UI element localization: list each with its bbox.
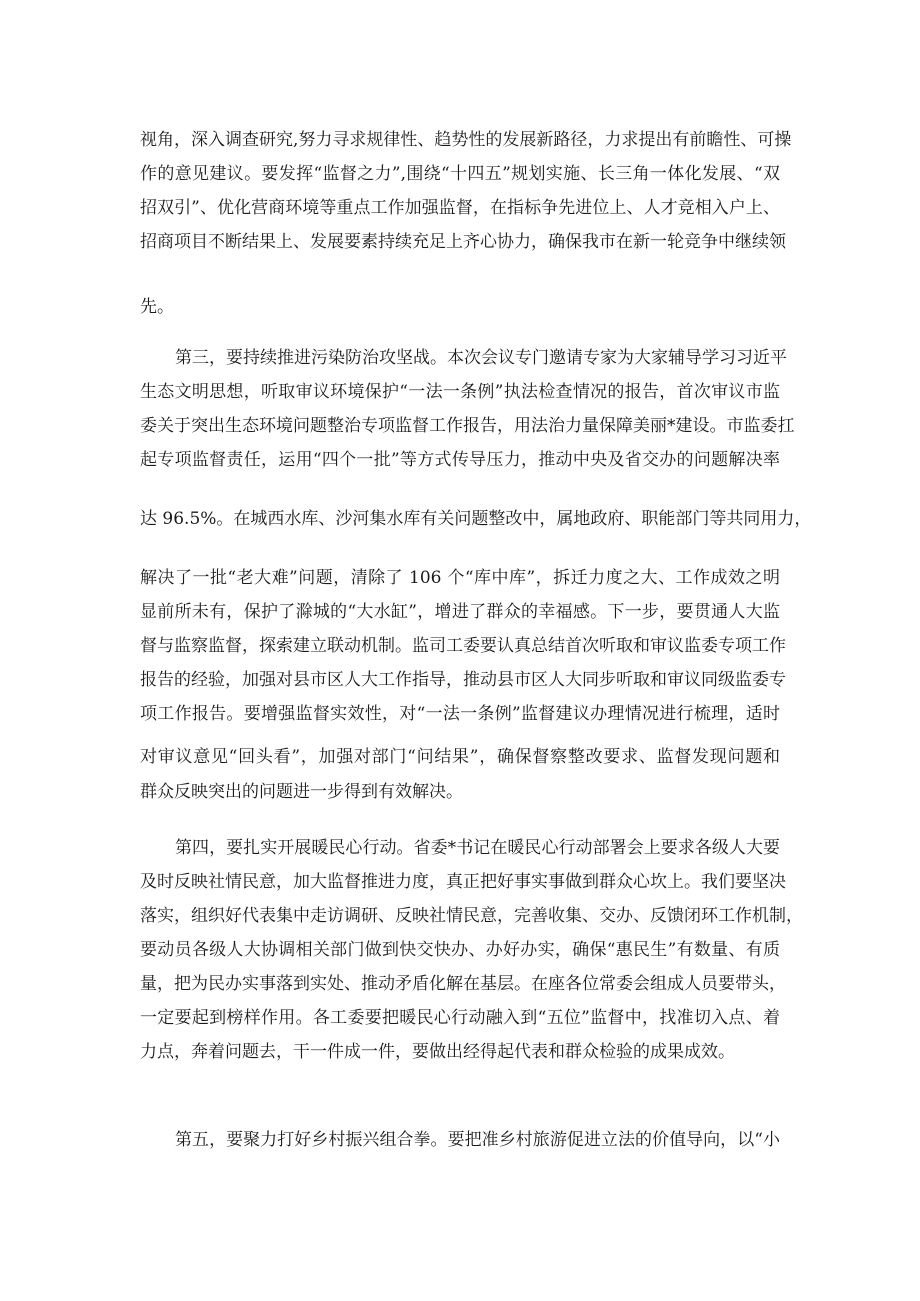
text-line: 先。 bbox=[140, 297, 174, 317]
text-line: 对审议意见“回头看”，加强对部门“问结果”，确保督察整改要求、监督发现问题和 bbox=[140, 747, 780, 767]
text-line: 视角，深入调查研究,努力寻求规律性、趋势性的发展新路径，力求提出有前瞻性、可操 bbox=[140, 130, 792, 150]
text-line: 生态文明思想，听取审议环境保护“一法一条例”执法检查情况的报告，首次审议市监 bbox=[140, 382, 780, 402]
text-line: 落实，组织好代表集中走访调研、反映社情民意，完善收集、交办、反馈闭环工作机制， bbox=[140, 906, 803, 926]
text-line: 报告的经验，加强对县市区人大工作指导，推动县市区人大同步听取和审议同级监委专 bbox=[140, 670, 786, 690]
text-line: 力点，奔着问题去，干一件成一件，要做出经得起代表和群众检验的成果成效。 bbox=[140, 1042, 735, 1062]
text-line: 及时反映社情民意，加大监督推进力度，真正把好事实事做到群众心坎上。我们要坚决 bbox=[140, 872, 786, 892]
text-line: 量，把为民办实事落到实处、推动矛盾化解在基层。在座各位常委会组成人员要带头， bbox=[140, 974, 786, 994]
text-line: 达 96.5%。在城西水库、沙河集水库有关问题整改中，属地政府、职能部门等共同用力， bbox=[140, 509, 812, 529]
text-line: 项工作报告。要增强监督实效性，对“一法一条例”监督建议办理情况进行梳理，适时 bbox=[140, 704, 780, 724]
text-line: 解决了一批“老大难”问题，清除了 106 个“库中库”，拆迁力度之大、工作成效之明 bbox=[140, 568, 780, 588]
text-line: 招双引”、优化营商环境等重点工作加强监督，在指标争先进位上、人才竞相入户上、 bbox=[140, 198, 780, 218]
text-line: 一定要起到榜样作用。各工委要把暖民心行动融入到“五位”监督中，找准切入点、着 bbox=[140, 1008, 780, 1028]
text-line: 群众反映突出的问题进一步得到有效解决。 bbox=[140, 782, 463, 802]
text-line: 招商项目不断结果上、发展要素持续充足上齐心协力，确保我市在新一轮竞争中继续领 bbox=[140, 232, 786, 252]
text-line: 起专项监督责任，运用“四个一批”等方式传导压力，推动中央及省交办的问题解决率 bbox=[140, 450, 780, 470]
text-line: 督与监察监督，探索建立联动机制。监司工委要认真总结首次听取和审议监委专项工作 bbox=[140, 636, 786, 656]
text-line: 委关于突出生态环境问题整治专项监督工作报告，用法治力量保障美丽*建设。市监委扛 bbox=[140, 416, 795, 436]
paragraph-first-line: 第三，要持续推进污染防治攻坚战。本次会议专门邀请专家为大家辅导学习习近平 bbox=[175, 348, 787, 368]
paragraph-first-line: 第四，要扎实开展暖民心行动。省委*书记在暖民心行动部署会上要求各级人大要 bbox=[175, 838, 780, 858]
paragraph-first-line: 第五，要聚力打好乡村振兴组合拳。要把准乡村旅游促进立法的价值导向，以“小 bbox=[175, 1130, 780, 1150]
text-line: 要动员各级人大协调相关部门做到快交快办、办好办实，确保“惠民生”有数量、有质 bbox=[140, 940, 780, 960]
text-line: 显前所未有，保护了滁城的“大水缸”，增进了群众的幸福感。下一步，要贯通人大监 bbox=[140, 602, 780, 622]
text-line: 作的意见建议。要发挥“监督之力”,围绕“十四五”规划实施、长三角一体化发展、“双 bbox=[140, 164, 780, 184]
